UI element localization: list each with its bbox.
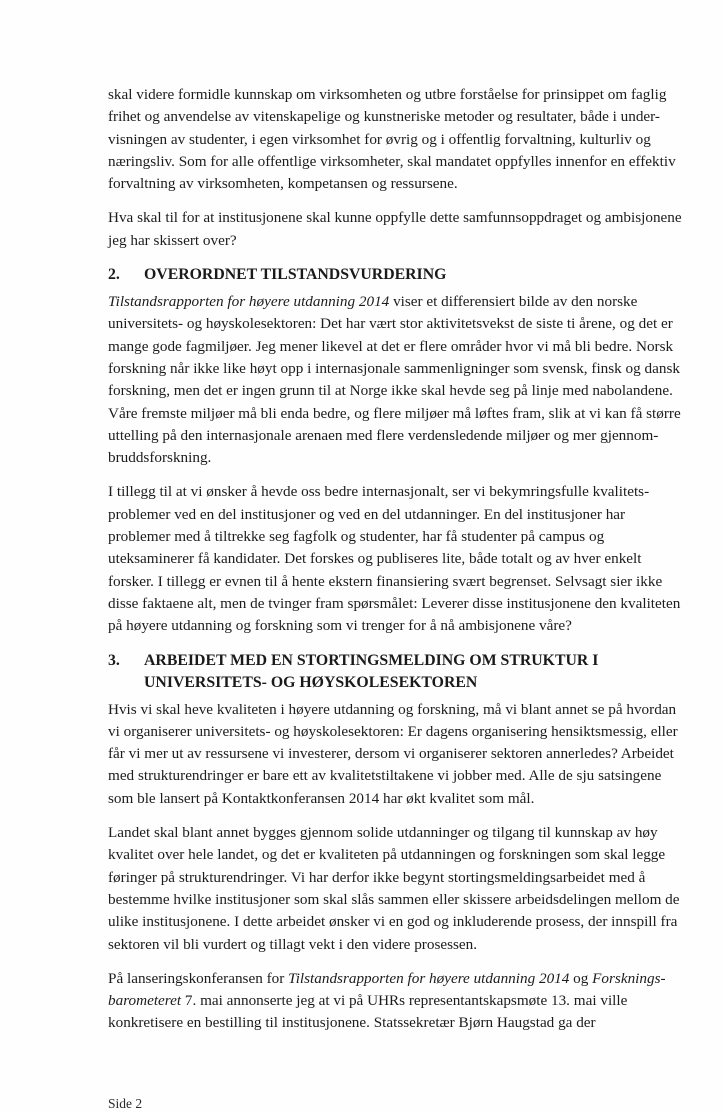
text-line: frihet og anvendelse av vitenskapelige og kunstneriske metoder og resultater, både i under- [108, 108, 660, 126]
text-line: Våre fremste miljøer må bli enda bedre, og flere miljøer må løftes fram, slik at vi kan få større [108, 404, 681, 422]
paragraph-6 [108, 822, 688, 956]
barometer-title-italic: barometeret [108, 992, 182, 1010]
text-line: mange gode fagmiljøer. Jeg mener likevel at det er flere områder hvor vi må bli bedre. Norsk [108, 337, 674, 355]
text-line: med strukturendringer er bare ett av kvalitetstiltakene vi jobber med. Alle de sju satsingene [108, 767, 662, 785]
text-line [108, 990, 688, 1012]
text-line: som ble lansert på Kontaktkonferansen 2014 har økt kvalitet som mål. [108, 789, 535, 807]
document-body [108, 84, 688, 1113]
text-line: Hvis vi skal heve kvaliteten i høyere utdanning og forskning, må vi blant annet se på hvordan [108, 700, 677, 718]
text-line: på høyere utdanning og forskning som vi trenger for å nå ambisjonene våre? [108, 617, 572, 635]
section-title-line-2: UNIVERSITETS- OG HØYSKOLESEKTOREN [144, 673, 478, 691]
section-number: 3. [108, 651, 120, 669]
paragraph-7 [108, 968, 688, 1035]
section-titles [144, 264, 446, 286]
text-line: forskning, men det er ingen grunn til at Norge ikke skal hevde seg på linje med nabolandene. [108, 382, 673, 400]
section-number: 2. [108, 266, 120, 284]
text-line: får vi mer ut av ressursene vi investerer, dersom vi organiserer sektoren annerledes? Arbeidet [108, 745, 674, 763]
section-title-line-1: ARBEIDET MED EN STORTINGSMELDING OM STRUKTUR I [144, 651, 599, 669]
text-line: uttelling på den internasjonale arenaen med flere verdensledende miljøer og mer gjennom- [108, 426, 659, 444]
text-line: forvaltning av virksomheten, kompetansen og ressursene. [108, 175, 458, 193]
section-2-heading [108, 264, 688, 286]
paragraph-4 [108, 481, 688, 637]
section-titles [144, 650, 598, 694]
paragraph-1 [108, 84, 688, 195]
text-line: universitets- og høyskolesektoren: Det har vært stor aktivitetsvekst de siste ti årene, og det er [108, 315, 673, 333]
text-line: bruddsforskning. [108, 449, 212, 467]
text-line: bestemme hvilke institusjoner som skal slås sammen eller skissere arbeidsdelingen mellom de [108, 890, 680, 908]
text-line: Hva skal til for at institusjonene skal kunne oppfylle dette samfunnsoppdraget og ambisjonene [108, 209, 682, 227]
report-title-italic: Tilstandsrapporten for høyere utdanning 2014 [108, 293, 390, 311]
barometer-title-italic: Forsknings- [592, 969, 666, 987]
text-line [108, 968, 688, 990]
paragraph-3 [108, 291, 688, 469]
text-span: og [569, 969, 593, 987]
text-line: jeg har skissert over? [108, 231, 237, 249]
text-line: problemer ved en del institusjoner og ved en del utdanninger. En del institusjoner har [108, 505, 626, 523]
text-line: forskning når ikke like høyt opp i internasjonale sammenligninger som svensk, finsk og dansk [108, 359, 680, 377]
text-span: På lanseringskonferansen for [108, 969, 289, 987]
text-line: uteksaminerer få kandidater. Det forskes og publiseres lite, både totalt og av hver enkelt [108, 550, 642, 568]
text-line: næringsliv. Som for alle offentlige virksomheter, skal mandatet oppfylles innenfor en effektiv [108, 152, 676, 170]
text-line: skal videre formidle kunnskap om virksomheten og utbre forståelse for prinsippet om faglig [108, 86, 667, 103]
text-line: sektoren vil bli vurdert og tillagt vekt i den videre prosessen. [108, 935, 478, 953]
text-line: visningen av studenter, i egen virksomhet for øvrig og i offentlig forvaltning, kulturliv og [108, 130, 651, 148]
section-title: OVERORDNET TILSTANDSVURDERING [144, 266, 447, 284]
text-span: 7. mai annonserte jeg at vi på UHRs representantskapsmøte 13. mai ville [181, 992, 628, 1010]
text-line: I tillegg til at vi ønsker å hevde oss bedre internasjonalt, ser vi bekymringsfulle kvalitets- [108, 483, 650, 501]
section-3-heading [108, 650, 688, 694]
page-number: Side 2 [108, 1095, 143, 1111]
text-line: ulike institusjonene. I dette arbeidet ønsker vi en god og inkluderende prosess, der innspill fra [108, 913, 678, 931]
text-span: viser et differensiert bilde av den norske [389, 293, 638, 311]
text-line [108, 291, 688, 313]
paragraph-2 [108, 207, 688, 252]
paragraph-5 [108, 699, 688, 810]
text-line: føringer på strukturendringer. Vi har derfor ikke begynt stortingsmeldingsarbeidet med å [108, 868, 646, 886]
text-line: vi organiserer universitets- og høyskolesektoren: Er dagens organisering hensiktsmessig, eller [108, 722, 678, 740]
text-line: forsker. I tillegg er evnen til å hente ekstern finansiering svært begrenset. Selvsagt sier ikke [108, 572, 663, 590]
report-title-italic: Tilstandsrapporten for høyere utdanning 2014 [288, 969, 570, 987]
text-line: disse faktaene alt, men de tvinger fram spørsmålet: Leverer disse institusjonene den kvaliteten [108, 594, 681, 612]
text-line: problemer med å tiltrekke seg fagfolk og studenter, har få studenter på campus og [108, 528, 605, 546]
text-line: kvalitet over hele landet, og det er kvaliteten på utdanningen og forskningen som skal legge [108, 846, 666, 864]
text-line: konkretisere en bestilling til institusjonene. Statssekretær Bjørn Haugstad ga der [108, 1014, 596, 1032]
text-line: Landet skal blant annet bygges gjennom solide utdanninger og tilgang til kunnskap av høy [108, 824, 658, 842]
